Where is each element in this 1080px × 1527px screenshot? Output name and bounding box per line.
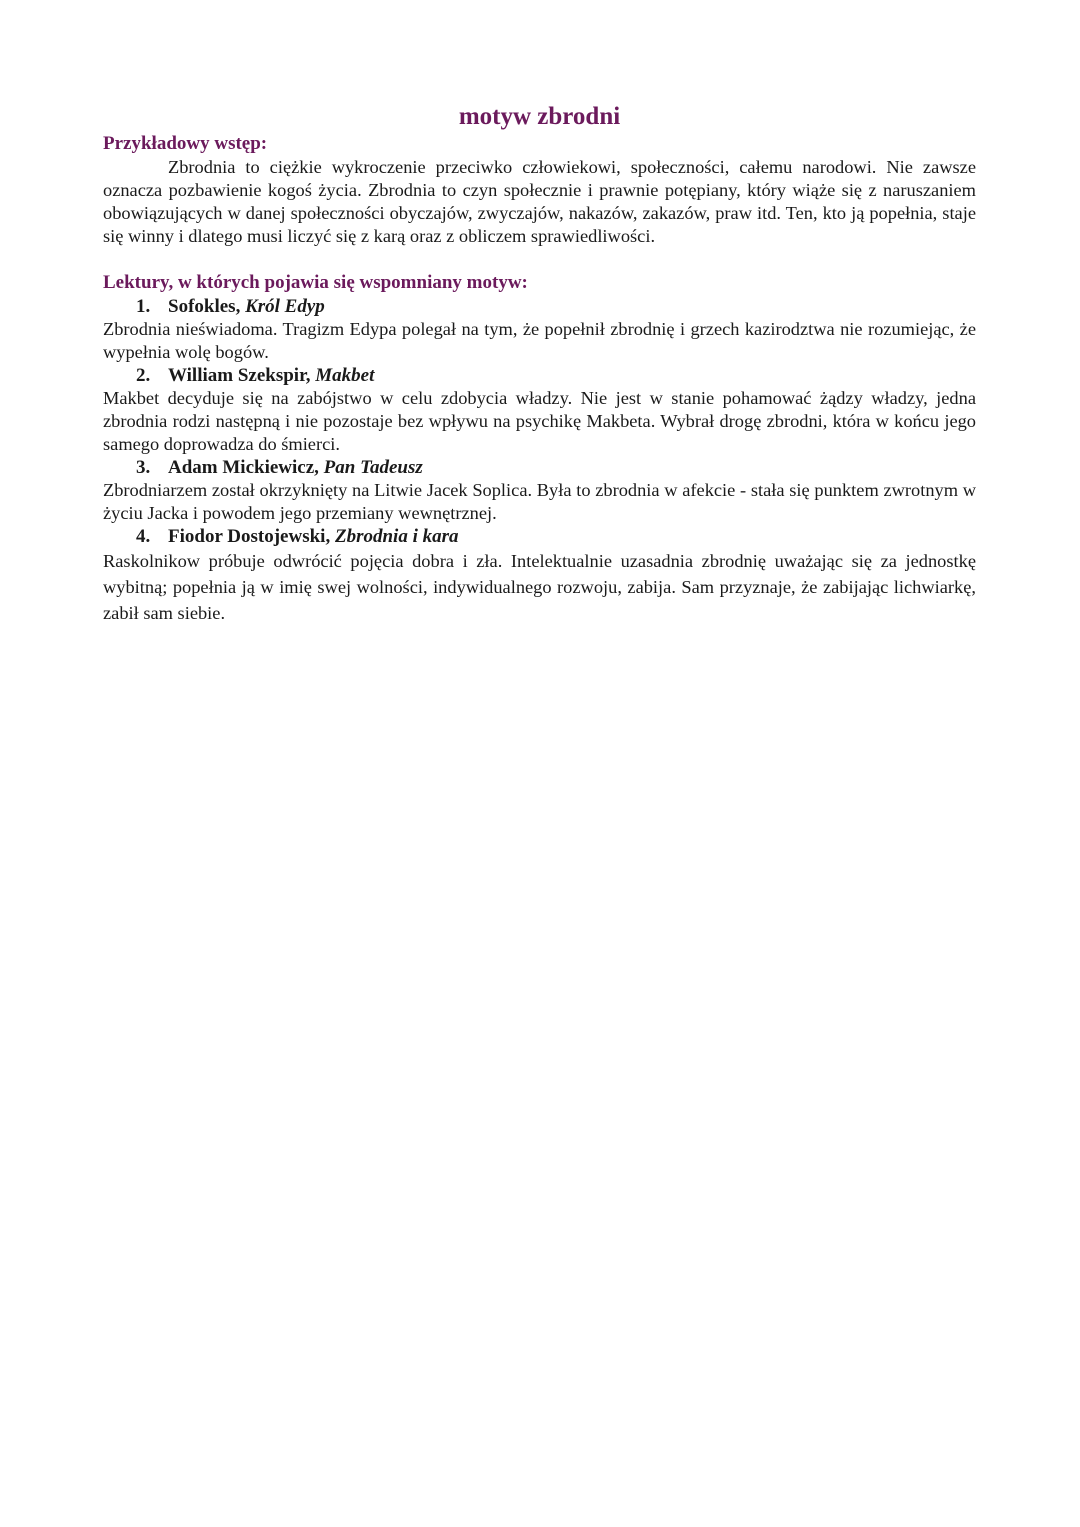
reading-description: Makbet decyduje się na zabójstwo w celu zdobycia władzy. Nie jest w stanie pohamować żądzy władzy, jedna zbrodnia rodzi następną i nie pozostaje bez wpływu na psychikę Makbeta. Wybrał drogę zbrodni, która w końcu jego samego doprowadza do śmierci. [103,388,976,454]
list-number: 1. [136,296,151,317]
document-page [103,100,976,626]
reading-item-4 [103,525,976,626]
reading-item-1 [103,295,976,364]
reading-author: William Szekspir, [168,365,311,386]
document-title: motyw zbrodni [458,103,621,130]
reading-work-title: Król Edyp [245,296,325,317]
reading-author: Sofokles, [168,296,241,317]
reading-description: Zbrodnia nieświadoma. Tragizm Edypa polegał na tym, że popełnił zbrodnię i grzech kazirodztwa nie rozumiejąc, że wypełnia wolę bogów. [103,319,976,362]
reading-author: Adam Mickiewicz, [168,457,319,478]
reading-item-heading [103,295,976,318]
reading-work-title: Zbrodnia i kara [334,526,459,547]
intro-paragraph: Zbrodnia to ciężkie wykroczenie przeciwko człowiekowi, społeczności, całemu narodowi. Nie zawsze oznacza pozbawienie kogoś życia. Zbrodnia to czyn społecznie i prawnie potępiany, który wiąże się z naruszaniem obowiązujących w danej społeczności obyczajów, zwyczajów, nakazów, zakazów, praw itd. Ten, kto ją popełnia, staje się winny i dlatego musi liczyć się z karą oraz z obliczem sprawiedliwości. [103,157,976,246]
reading-work-title: Pan Tadeusz [323,457,423,478]
reading-item-heading [103,456,976,479]
reading-work-title: Makbet [315,365,375,386]
reading-item-3 [103,456,976,525]
readings-heading: Lektury, w których pojawia się wspomniany motyw: [103,272,528,293]
reading-item-heading [103,525,976,548]
reading-description: Zbrodniarzem został okrzyknięty na Litwie Jacek Soplica. Była to zbrodnia w afekcie - stała się punktem zwrotnym w życiu Jacka i powodem jego przemiany wewnętrznej. [103,480,976,523]
intro-heading: Przykładowy wstęp: [103,133,268,154]
list-number: 3. [136,457,151,478]
reading-author: Fiodor Dostojewski, [168,526,331,547]
list-number: 4. [136,526,151,547]
reading-description: Raskolnikow próbuje odwrócić pojęcia dobra i zła. Intelektualnie uzasadnia zbrodnię uważając się za jednostkę wybitną; popełnia ją w imię swej wolności, indywidualnego rozwoju, zabija. Sam przyznaje, że zabijając lichwiarkę, zabił sam siebie. [103,551,976,623]
list-number: 2. [136,365,151,386]
reading-item-2 [103,364,976,456]
reading-item-heading [103,364,976,387]
section-spacer [103,248,976,271]
